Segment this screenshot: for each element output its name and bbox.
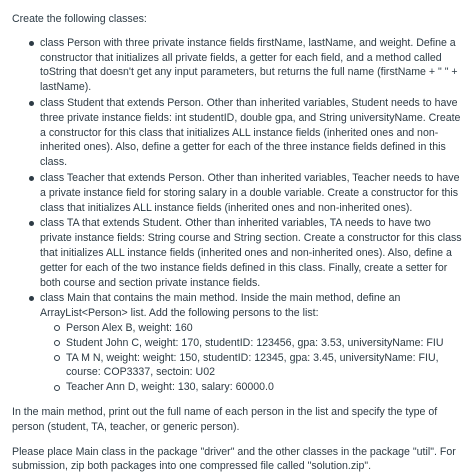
class-item-main [28, 291, 464, 395]
class-item-student: class Student that extends Person. Other than inherited variables, Student needs to have three private instance fields: int studentID, double gpa, and String universityName. Create a constructor for this class that initializes ALL instance fields (inherited ones and non-inherited ones). Also, define a getter for each of the three instance fields defined in this class. [28, 96, 464, 170]
main-method-paragraph: In the main method, print out the full name of each person in the list and specify the type of person (student, TA, teacher, or generic person). [12, 405, 438, 433]
person-item-ann: Teacher Ann D, weight: 130, salary: 60000.0 [54, 380, 464, 395]
person-item-ta: TA M N, weight: weight: 150, studentID: 12345, gpa: 3.45, universityName: FIU, course: COP3337, sectoin: U02 [54, 351, 464, 381]
class-item-main-text: class Main that contains the main method. Inside the main method, define an ArrayList<Person> list. Add the following persons to the list: [40, 292, 401, 320]
class-item-ta: class TA that extends Student. Other than inherited variables, TA needs to have two private instance fields: String course and String section. Create a constructor for this class that initializes ALL instance fields (inherited ones and non-inherited ones). Also, define a getter for each of the two instance fields defined in this class. Finally, create a setter for both course and section private instance fields. [28, 216, 464, 290]
class-item-person: class Person with three private instance fields firstName, lastName, and weight. Define a constructor that initializes all private fields, a getter for each field, and a method called toString that doesn't get any input parameters, but returns the full name (firstName + " " + lastName). [28, 36, 464, 95]
class-list [12, 36, 464, 395]
person-item-alex: Person Alex B, weight: 160 [54, 321, 464, 336]
persons-list [40, 321, 464, 395]
intro-text: Create the following classes: [12, 13, 147, 25]
person-item-john: Student John C, weight: 170, studentID: 123456, gpa: 3.53, universityName: FIU [54, 336, 464, 351]
class-item-teacher: class Teacher that extends Person. Other than inherited variables, Teacher needs to have a private instance field for storing salary in a double variable. Create a constructor for this class that initializes ALL instance fields (inherited ones and non-inherited ones). [28, 171, 464, 215]
submission-paragraph: Please place Main class in the package "driver" and the other classes in the package "util". For submission, zip both packages into one compressed file called "solution.zip". [12, 445, 456, 473]
